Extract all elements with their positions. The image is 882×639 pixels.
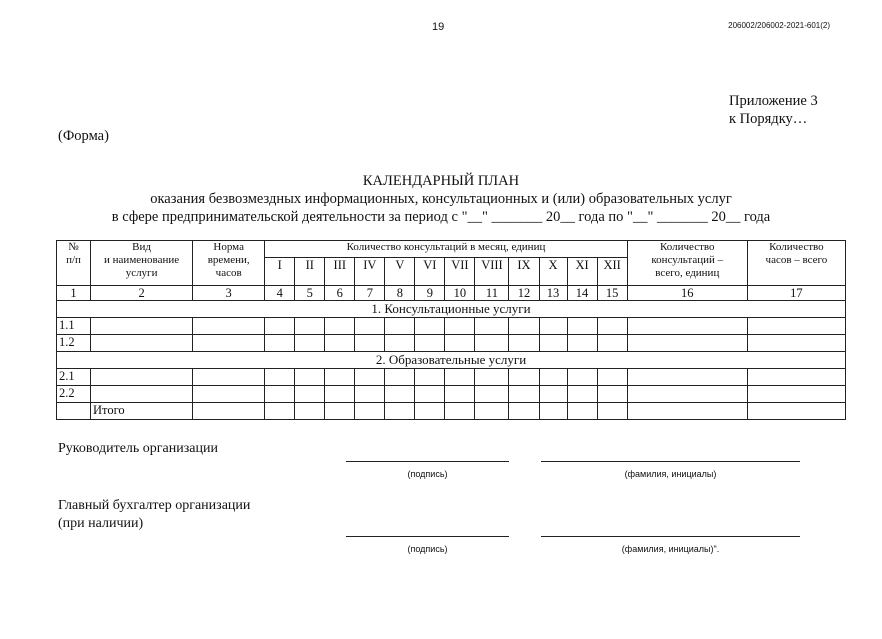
table-cell <box>355 386 385 403</box>
table-cell <box>509 318 539 335</box>
header-month: I <box>265 258 295 286</box>
table-cell <box>747 318 845 335</box>
head-of-organization-label: Руководитель организации <box>58 441 218 456</box>
column-number: 7 <box>355 286 385 301</box>
table-cell <box>567 386 597 403</box>
header-month: VII <box>445 258 475 286</box>
table-cell <box>539 386 567 403</box>
column-number: 6 <box>325 286 355 301</box>
header-service-type <box>91 241 193 286</box>
table-cell <box>91 318 193 335</box>
table-cell <box>627 369 747 386</box>
header-service-line-1: Вид <box>132 241 151 253</box>
head-signature-caption: (подпись) <box>407 469 448 479</box>
table-cell <box>265 386 295 403</box>
table-cell <box>325 369 355 386</box>
table-cell <box>385 386 415 403</box>
table-cell <box>385 318 415 335</box>
table-row <box>57 386 846 403</box>
title-line-2: оказания безвозмездных информационных, консультационных и (или) образовательных услуг <box>150 191 732 207</box>
table-cell <box>567 369 597 386</box>
header-month: IV <box>355 258 385 286</box>
column-number: 9 <box>415 286 445 301</box>
header-month: XI <box>567 258 597 286</box>
table-cell <box>415 403 445 420</box>
table-cell <box>509 369 539 386</box>
column-number: 2 <box>91 286 193 301</box>
table-cell <box>355 403 385 420</box>
row-number: 1.1 <box>57 318 91 335</box>
table-cell <box>325 318 355 335</box>
table-cell <box>295 386 325 403</box>
table-cell <box>415 369 445 386</box>
table-cell <box>475 386 509 403</box>
accountant-name-caption: (фамилия, инициалы)". <box>621 544 720 554</box>
table-cell <box>415 386 445 403</box>
accountant-name-line <box>541 536 800 537</box>
form-label: (Форма) <box>58 128 109 144</box>
title-line-3: в сфере предпринимательской деятельности за период с "__" _______ 20__ года по "__" _______ 20__ года <box>111 209 771 225</box>
header-month: V <box>385 258 415 286</box>
header-norm-line-2: времени, <box>207 254 250 266</box>
column-number: 13 <box>539 286 567 301</box>
table-cell <box>415 335 445 352</box>
column-number: 3 <box>193 286 265 301</box>
table-cell <box>567 335 597 352</box>
table-cell <box>325 403 355 420</box>
appendix-line-2: к Порядку… <box>729 111 808 127</box>
table-cell <box>567 403 597 420</box>
column-number: 10 <box>445 286 475 301</box>
table-cell <box>57 403 91 420</box>
table-cell <box>325 386 355 403</box>
table-cell <box>475 318 509 335</box>
table-cell <box>567 318 597 335</box>
table-cell <box>193 403 265 420</box>
table-cell <box>265 318 295 335</box>
head-name-caption: (фамилия, инициалы) <box>624 469 717 479</box>
header-month: VIII <box>475 258 509 286</box>
header-number-line-2: п/п <box>66 254 81 266</box>
head-signature-line <box>346 461 509 462</box>
table-cell <box>509 386 539 403</box>
header-total-hours <box>747 241 845 286</box>
table-cell <box>597 318 627 335</box>
section-consultation-services: 1. Консультационные услуги <box>57 301 846 318</box>
section-educational-services: 2. Образовательные услуги <box>57 352 846 369</box>
appendix-reference <box>729 92 818 128</box>
document-title <box>0 172 882 226</box>
header-month: XII <box>597 258 627 286</box>
table-cell <box>193 369 265 386</box>
header-month: III <box>325 258 355 286</box>
header-total-consultations <box>627 241 747 286</box>
table-row <box>57 335 846 352</box>
header-number-line-1: № <box>68 241 79 253</box>
header-service-line-3: услуги <box>125 267 158 279</box>
table-cell <box>265 335 295 352</box>
calendar-plan-table <box>56 240 846 420</box>
table-cell <box>539 403 567 420</box>
table-cell <box>295 403 325 420</box>
row-number: 1.2 <box>57 335 91 352</box>
table-cell <box>445 386 475 403</box>
document-code: 206002/206002-2021-601(2) <box>728 21 830 30</box>
header-total-line-1: Количество <box>660 241 715 253</box>
table-cell <box>509 403 539 420</box>
table-cell <box>295 318 325 335</box>
table-cell <box>91 386 193 403</box>
table-cell <box>747 403 845 420</box>
column-number: 1 <box>57 286 91 301</box>
header-norm-line-3: часов <box>215 267 242 279</box>
header-norm-line-1: Норма <box>213 241 244 253</box>
table-row <box>57 369 846 386</box>
chief-accountant-label-line-1: Главный бухгалтер организации <box>58 498 251 513</box>
table-row <box>57 318 846 335</box>
table-cell <box>445 318 475 335</box>
column-number: 17 <box>747 286 845 301</box>
table-cell <box>627 403 747 420</box>
table-cell <box>747 335 845 352</box>
header-time-norm <box>193 241 265 286</box>
table-cell <box>539 335 567 352</box>
table-cell <box>747 369 845 386</box>
table-cell <box>295 369 325 386</box>
row-number: 2.1 <box>57 369 91 386</box>
column-number: 5 <box>295 286 325 301</box>
table-cell <box>193 386 265 403</box>
total-label: Итого <box>91 403 193 420</box>
page-number: 19 <box>432 21 445 33</box>
table-cell <box>509 335 539 352</box>
table-cell <box>385 335 415 352</box>
table-cell <box>747 386 845 403</box>
table-cell <box>325 335 355 352</box>
table-cell <box>627 386 747 403</box>
column-number: 16 <box>627 286 747 301</box>
table-row-total <box>57 403 846 420</box>
chief-accountant-label <box>58 497 250 533</box>
header-month: II <box>295 258 325 286</box>
header-month: X <box>539 258 567 286</box>
table-cell <box>265 403 295 420</box>
header-hours-line-2: часов – всего <box>765 254 828 266</box>
table-cell <box>265 369 295 386</box>
table-cell <box>539 318 567 335</box>
column-number: 8 <box>385 286 415 301</box>
table-cell <box>193 318 265 335</box>
column-number: 14 <box>567 286 597 301</box>
table-cell <box>597 335 627 352</box>
table-cell <box>415 318 445 335</box>
table-cell <box>385 369 415 386</box>
table-cell <box>445 369 475 386</box>
header-total-line-3: всего, единиц <box>655 267 720 279</box>
table-cell <box>445 403 475 420</box>
table-cell <box>445 335 475 352</box>
table-cell <box>627 335 747 352</box>
table-cell <box>597 403 627 420</box>
header-service-line-2: и наименование <box>104 254 180 266</box>
table-cell <box>475 369 509 386</box>
header-total-line-2: консультаций – <box>651 254 724 266</box>
table-cell <box>385 403 415 420</box>
table-cell <box>539 369 567 386</box>
column-number: 4 <box>265 286 295 301</box>
table-cell <box>627 318 747 335</box>
table-cell <box>91 335 193 352</box>
column-number: 12 <box>509 286 539 301</box>
appendix-line-1: Приложение 3 <box>729 93 818 109</box>
table-cell <box>597 386 627 403</box>
header-number <box>57 241 91 286</box>
head-name-line <box>541 461 800 462</box>
table-cell <box>475 335 509 352</box>
table-cell <box>597 369 627 386</box>
column-number: 15 <box>597 286 627 301</box>
table-cell <box>295 335 325 352</box>
accountant-signature-caption: (подпись) <box>407 544 448 554</box>
chief-accountant-label-line-2: (при наличии) <box>58 516 144 531</box>
header-month: VI <box>415 258 445 286</box>
table-cell <box>475 403 509 420</box>
table-cell <box>355 318 385 335</box>
header-hours-line-1: Количество <box>769 241 824 253</box>
row-number: 2.2 <box>57 386 91 403</box>
table-cell <box>355 335 385 352</box>
accountant-signature-line <box>346 536 509 537</box>
table-cell <box>193 335 265 352</box>
header-monthly-consultations: Количество консультаций в месяц, единиц <box>265 241 627 258</box>
title-line-1: КАЛЕНДАРНЫЙ ПЛАН <box>362 173 520 189</box>
column-number: 11 <box>475 286 509 301</box>
table-cell <box>355 369 385 386</box>
header-month: IX <box>509 258 539 286</box>
table-cell <box>91 369 193 386</box>
